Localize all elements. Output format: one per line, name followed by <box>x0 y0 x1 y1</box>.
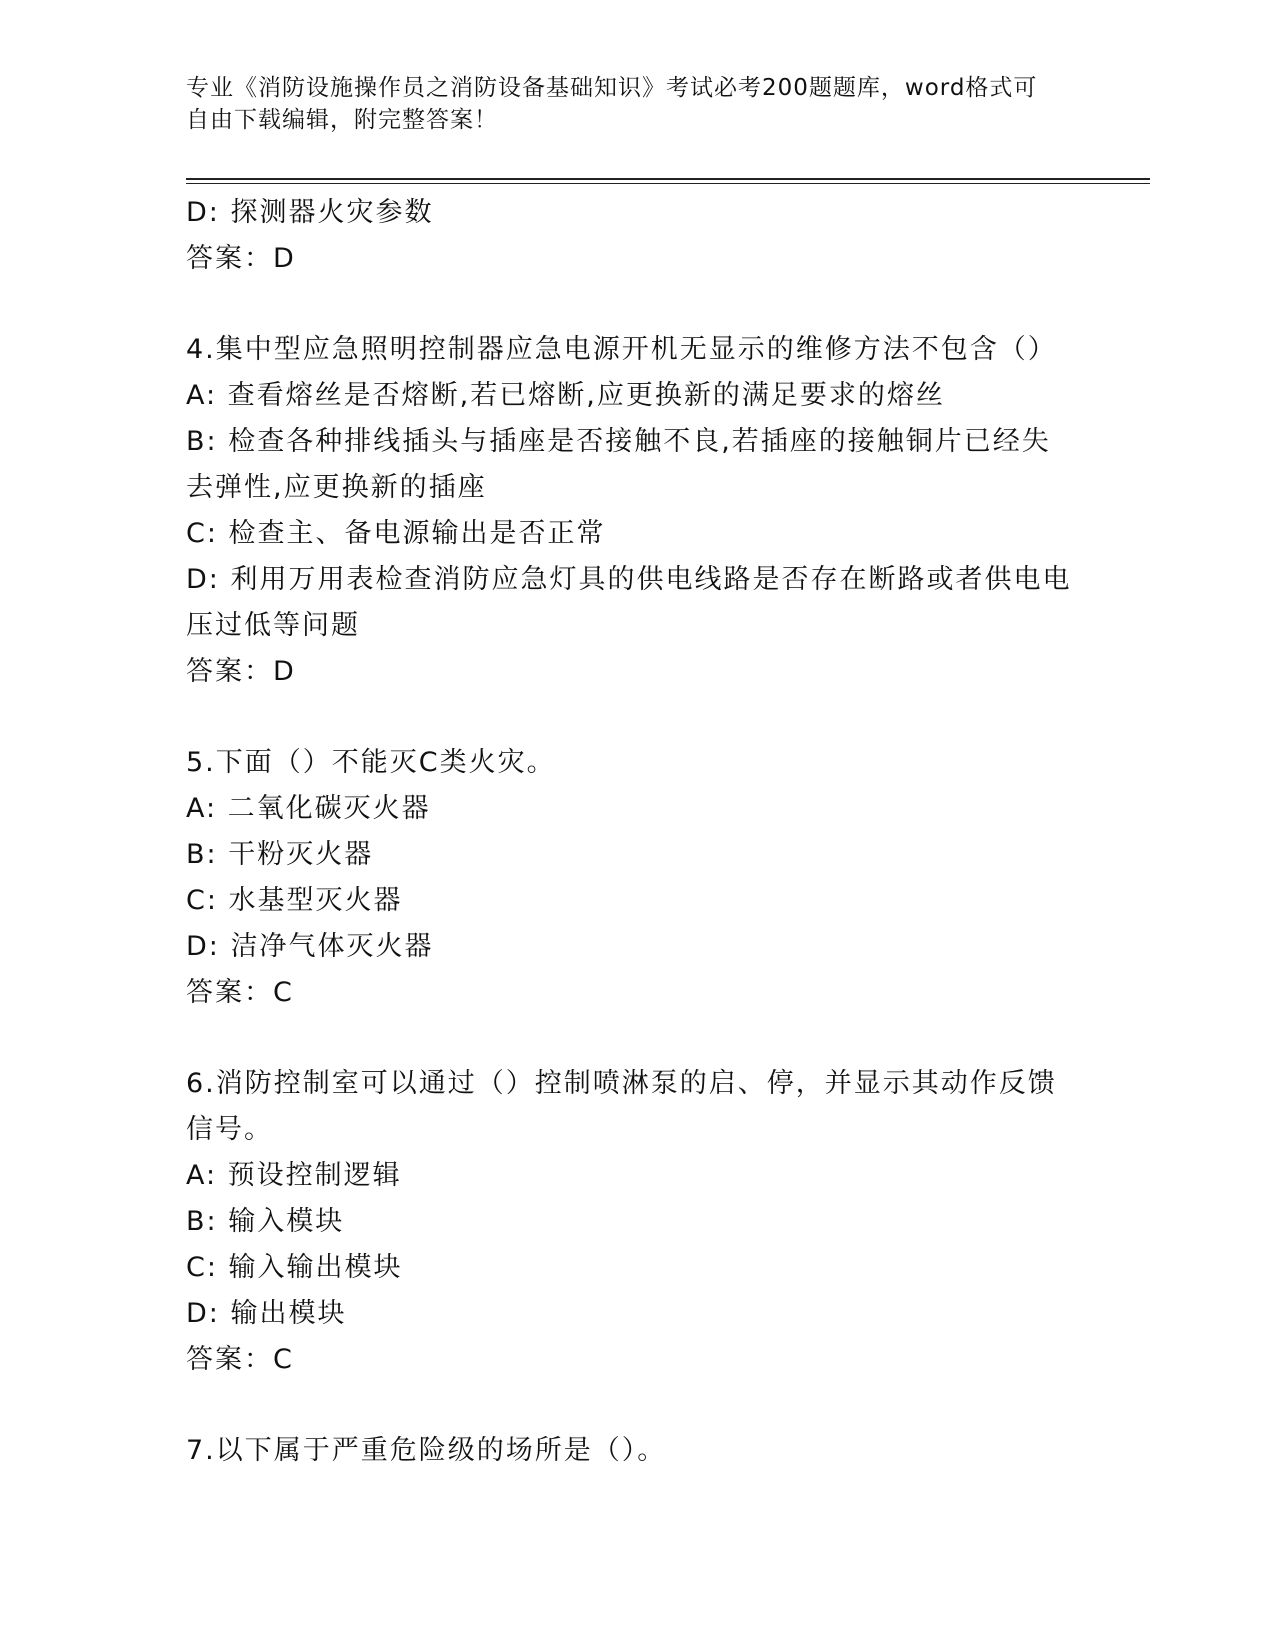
option-d: D: 输出模块 <box>186 1298 347 1329</box>
question-5 <box>186 740 1066 1016</box>
question-7 <box>186 1428 1066 1474</box>
answer: 答案：C <box>186 977 294 1008</box>
option-c: C: 检查主、备电源输出是否正常 <box>186 518 606 549</box>
spacer <box>186 1016 1066 1061</box>
document-header <box>186 72 1066 136</box>
option-b-line-2: 去弹性,应更换新的插座 <box>186 472 487 503</box>
answer: 答案：D <box>186 656 296 687</box>
header-title-line-2: 自由下载编辑，附完整答案！ <box>186 107 498 133</box>
option-b: B: 输入模块 <box>186 1206 345 1237</box>
header-title-line-1: 专业《消防设施操作员之消防设备基础知识》考试必考200题题库，word格式可 <box>186 75 1038 101</box>
question-3-tail <box>186 190 1066 282</box>
question-text: 7.以下属于严重危险级的场所是（）。 <box>186 1435 667 1466</box>
option-d: D: 探测器火灾参数 <box>186 197 434 228</box>
option-d-line-2: 压过低等问题 <box>186 610 360 641</box>
question-text: 5.下面（）不能灭C类火灾。 <box>186 747 556 778</box>
answer: 答案：C <box>186 1344 294 1375</box>
question-text-line-1: 6.消防控制室可以通过（）控制喷淋泵的启、停，并显示其动作反馈 <box>186 1068 1057 1099</box>
answer: 答案：D <box>186 243 296 274</box>
question-6 <box>186 1061 1066 1383</box>
header-divider-thick <box>186 178 1150 180</box>
question-4 <box>186 327 1072 695</box>
option-a: A: 查看熔丝是否熔断,若已熔断,应更换新的满足要求的熔丝 <box>186 380 945 411</box>
question-text-line-2: 信号。 <box>186 1114 273 1145</box>
option-d: D: 洁净气体灭火器 <box>186 931 434 962</box>
spacer <box>186 1383 1066 1428</box>
option-c: C: 水基型灭火器 <box>186 885 403 916</box>
option-b-line-1: B: 检查各种排线插头与插座是否接触不良,若插座的接触铜片已经失 <box>186 426 1051 457</box>
option-c: C: 输入输出模块 <box>186 1252 403 1283</box>
option-d-line-1: D: 利用万用表检查消防应急灯具的供电线路是否存在断路或者供电电 <box>186 564 1072 595</box>
spacer <box>186 695 1066 740</box>
option-a: A: 二氧化碳灭火器 <box>186 793 431 824</box>
option-a: A: 预设控制逻辑 <box>186 1160 402 1191</box>
spacer <box>186 282 1066 327</box>
question-text: 4.集中型应急照明控制器应急电源开机无显示的维修方法不包含（） <box>186 334 1057 365</box>
option-b: B: 干粉灭火器 <box>186 839 374 870</box>
question-list <box>186 190 1072 1474</box>
header-divider-thin <box>186 183 1150 184</box>
